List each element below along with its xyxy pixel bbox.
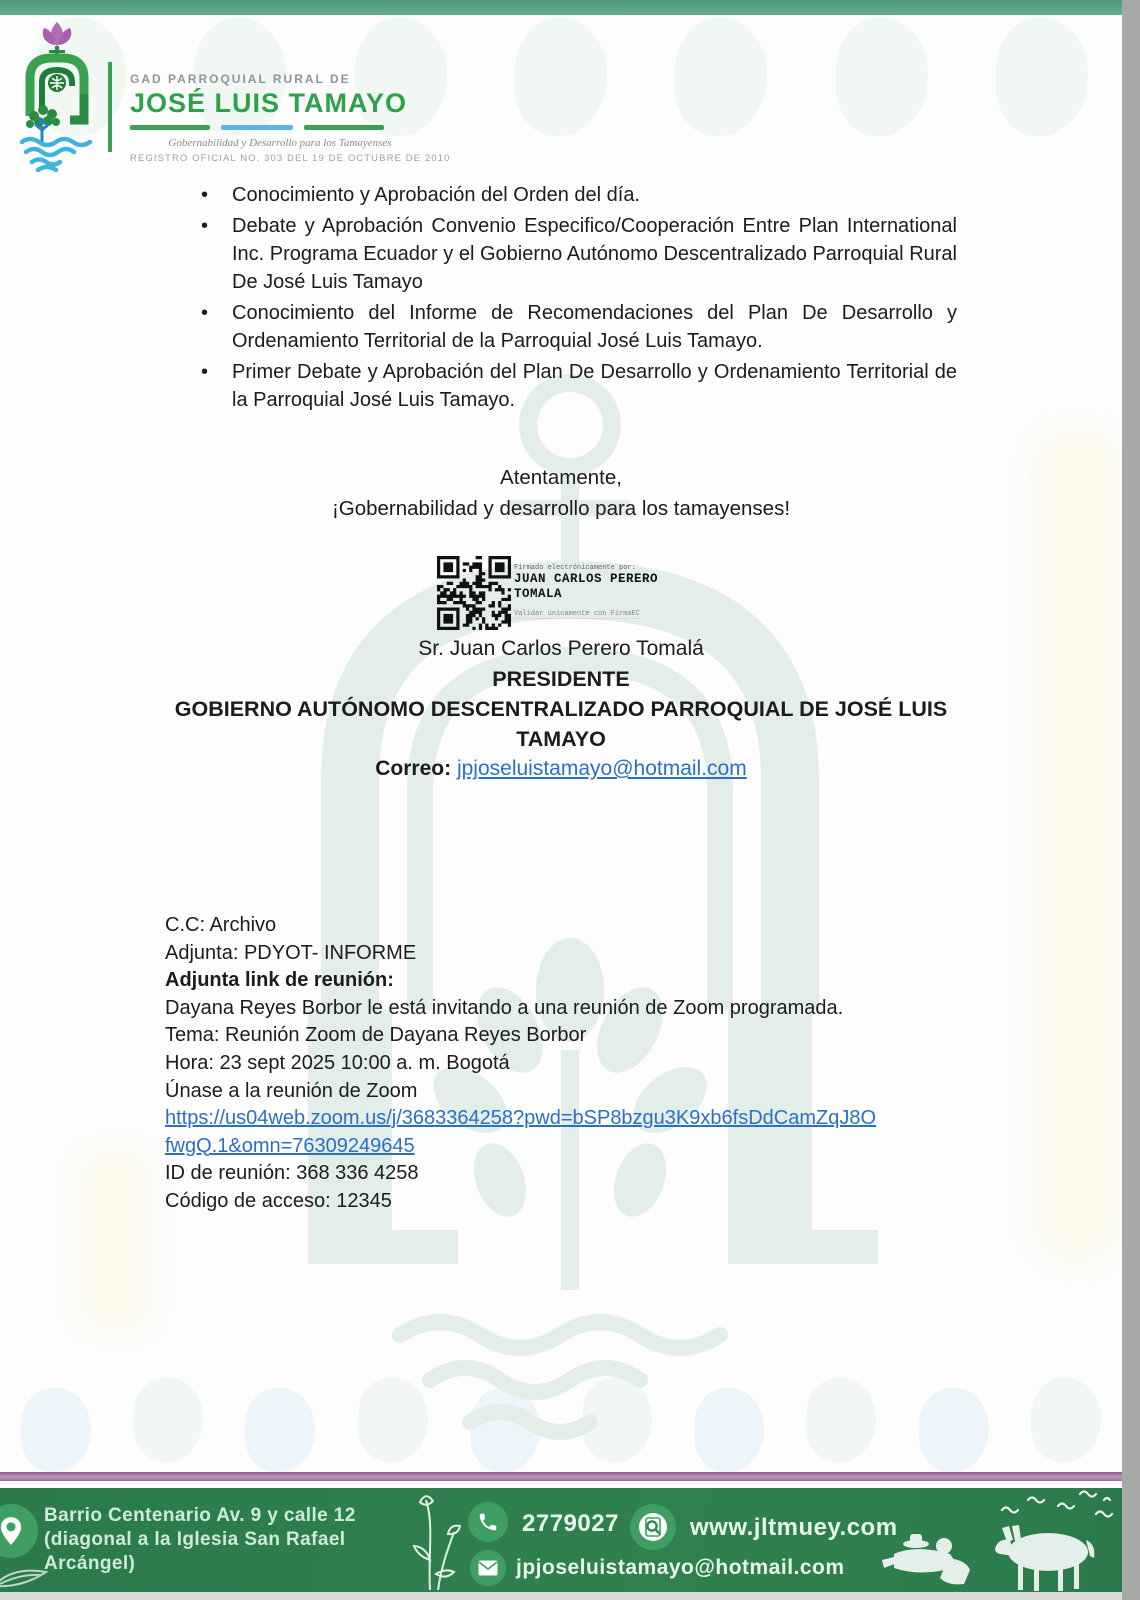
stamp-validation-note: Validar únicamente con FirmaEC xyxy=(514,610,641,618)
org-type-label: GAD PARROQUIAL RURAL DE xyxy=(130,72,351,86)
header-divider-line xyxy=(108,62,112,152)
zoom-topic-line: Tema: Reunión Zoom de Dayana Reyes Borbor xyxy=(165,1024,587,1047)
photo-edge xyxy=(1122,0,1140,1600)
zoom-access-code: Código de acceso: 12345 xyxy=(165,1189,392,1212)
header-accent-bars xyxy=(130,125,430,130)
agenda-item: • Conocimiento del Informe de Recomendaciones del Plan De Desarrollo y Ordenamiento Territorial de la Parroquial José Luis Tamayo. xyxy=(165,299,957,355)
agenda-item: • Primer Debate y Aprobación del Plan De Desarrollo y Ordenamiento Territorial de la Parroquial José Luis Tamayo. xyxy=(165,358,957,414)
zoom-join-line: Únase a la reunión de Zoom xyxy=(165,1079,418,1102)
top-green-bar xyxy=(0,0,1122,15)
zoom-invite-line: Dayana Reyes Borbor le está invitando a una reunión de Zoom programada. xyxy=(165,996,844,1019)
zoom-meeting-link-line1[interactable]: https://us04web.zoom.us/j/3683364258?pwd=bSP8bzgu3K9xb6fsDdCamZqJ8O xyxy=(165,1107,877,1130)
signer-email-link[interactable]: jpjoseluistamayo@hotmail.com xyxy=(456,757,747,780)
photo-edge xyxy=(0,1592,1122,1600)
attachment-link-label: Adjunta link de reunión: xyxy=(165,969,394,992)
stamp-header: Firmado electrónicamente por: xyxy=(514,564,636,572)
org-name: JOSÉ LUIS TAMAYO xyxy=(130,88,408,118)
footer-website: www.jltmuey.com xyxy=(690,1514,898,1541)
agenda-item: • Debate y Aprobación Convenio Especifico/Cooperación Entre Plan International Inc. Programa Ecuador y el Gobierno Autónomo Descentralizado Parroquial Rural De José Luis Tamayo xyxy=(165,212,957,296)
signer-title: PRESIDENTE xyxy=(492,667,630,691)
countryside-art xyxy=(852,1488,1122,1592)
registro-oficial: REGISTRO OFICIAL NO. 303 DEL 19 DE OCTUBRE DE 2010 xyxy=(130,153,451,164)
agenda-list xyxy=(165,181,957,417)
signature-block xyxy=(0,634,1122,784)
qr-code-icon xyxy=(437,556,511,632)
zoom-meeting-id: ID de reunión: 368 336 4258 xyxy=(165,1162,419,1185)
agenda-item: • Conocimiento y Aprobación del Orden del día. xyxy=(165,181,957,209)
closing-salutation: Atentamente, xyxy=(500,466,622,489)
footer-phone: 2779027 xyxy=(522,1510,619,1537)
stamp-signer-name: JUAN CARLOS PERERO TOMALA xyxy=(514,572,659,601)
web-browser-icon xyxy=(630,1504,676,1550)
email-label: Correo: xyxy=(375,757,457,780)
footer-bar xyxy=(0,1488,1122,1592)
signer-org-line2: TAMAYO xyxy=(516,727,606,751)
bullet-icon: • xyxy=(201,302,209,324)
photo-light-tint xyxy=(80,1150,150,1330)
org-motto: Gobernabilidad y Desarrollo para los Tamayenses xyxy=(168,137,392,149)
cc-line: C.C: Archivo xyxy=(165,914,277,936)
signer-org-line1: GOBIERNO AUTÓNOMO DESCENTRALIZADO PARROQUIAL DE JOSÉ LUIS xyxy=(174,697,948,721)
flower-art xyxy=(388,1490,472,1590)
institution-logo xyxy=(6,20,108,176)
cc-meeting-block xyxy=(165,912,975,1216)
zoom-meeting-link-line2[interactable]: fwgQ.1&omn=76309249645 xyxy=(165,1134,415,1157)
bullet-icon: • xyxy=(201,361,209,383)
footer-email: jpjoseluistamayo@hotmail.com xyxy=(516,1556,845,1579)
bullet-icon: • xyxy=(201,215,209,237)
letterhead xyxy=(130,72,451,164)
signer-name: Sr. Juan Carlos Perero Tomalá xyxy=(418,637,704,660)
bullet-icon: • xyxy=(201,184,209,206)
footer-address: Barrio Centenario Av. 9 y calle 12 (diagonal a la Iglesia San Rafael Arcángel) xyxy=(44,1505,356,1574)
electronic-signature-stamp xyxy=(437,556,694,632)
phone-icon xyxy=(468,1502,508,1542)
zoom-time-line: Hora: 23 sept 2025 10:00 a. m. Bogotá xyxy=(165,1051,510,1074)
attachment-line: Adjunta: PDYOT- INFORME xyxy=(165,941,417,964)
closing-motto: ¡Gobernabilidad y desarrollo para los tamayenses! xyxy=(331,497,791,520)
photo-light-tint xyxy=(1035,430,1120,1260)
closing-block xyxy=(0,462,1122,524)
envelope-icon xyxy=(470,1550,506,1586)
footer-divider-line xyxy=(0,1472,1122,1481)
